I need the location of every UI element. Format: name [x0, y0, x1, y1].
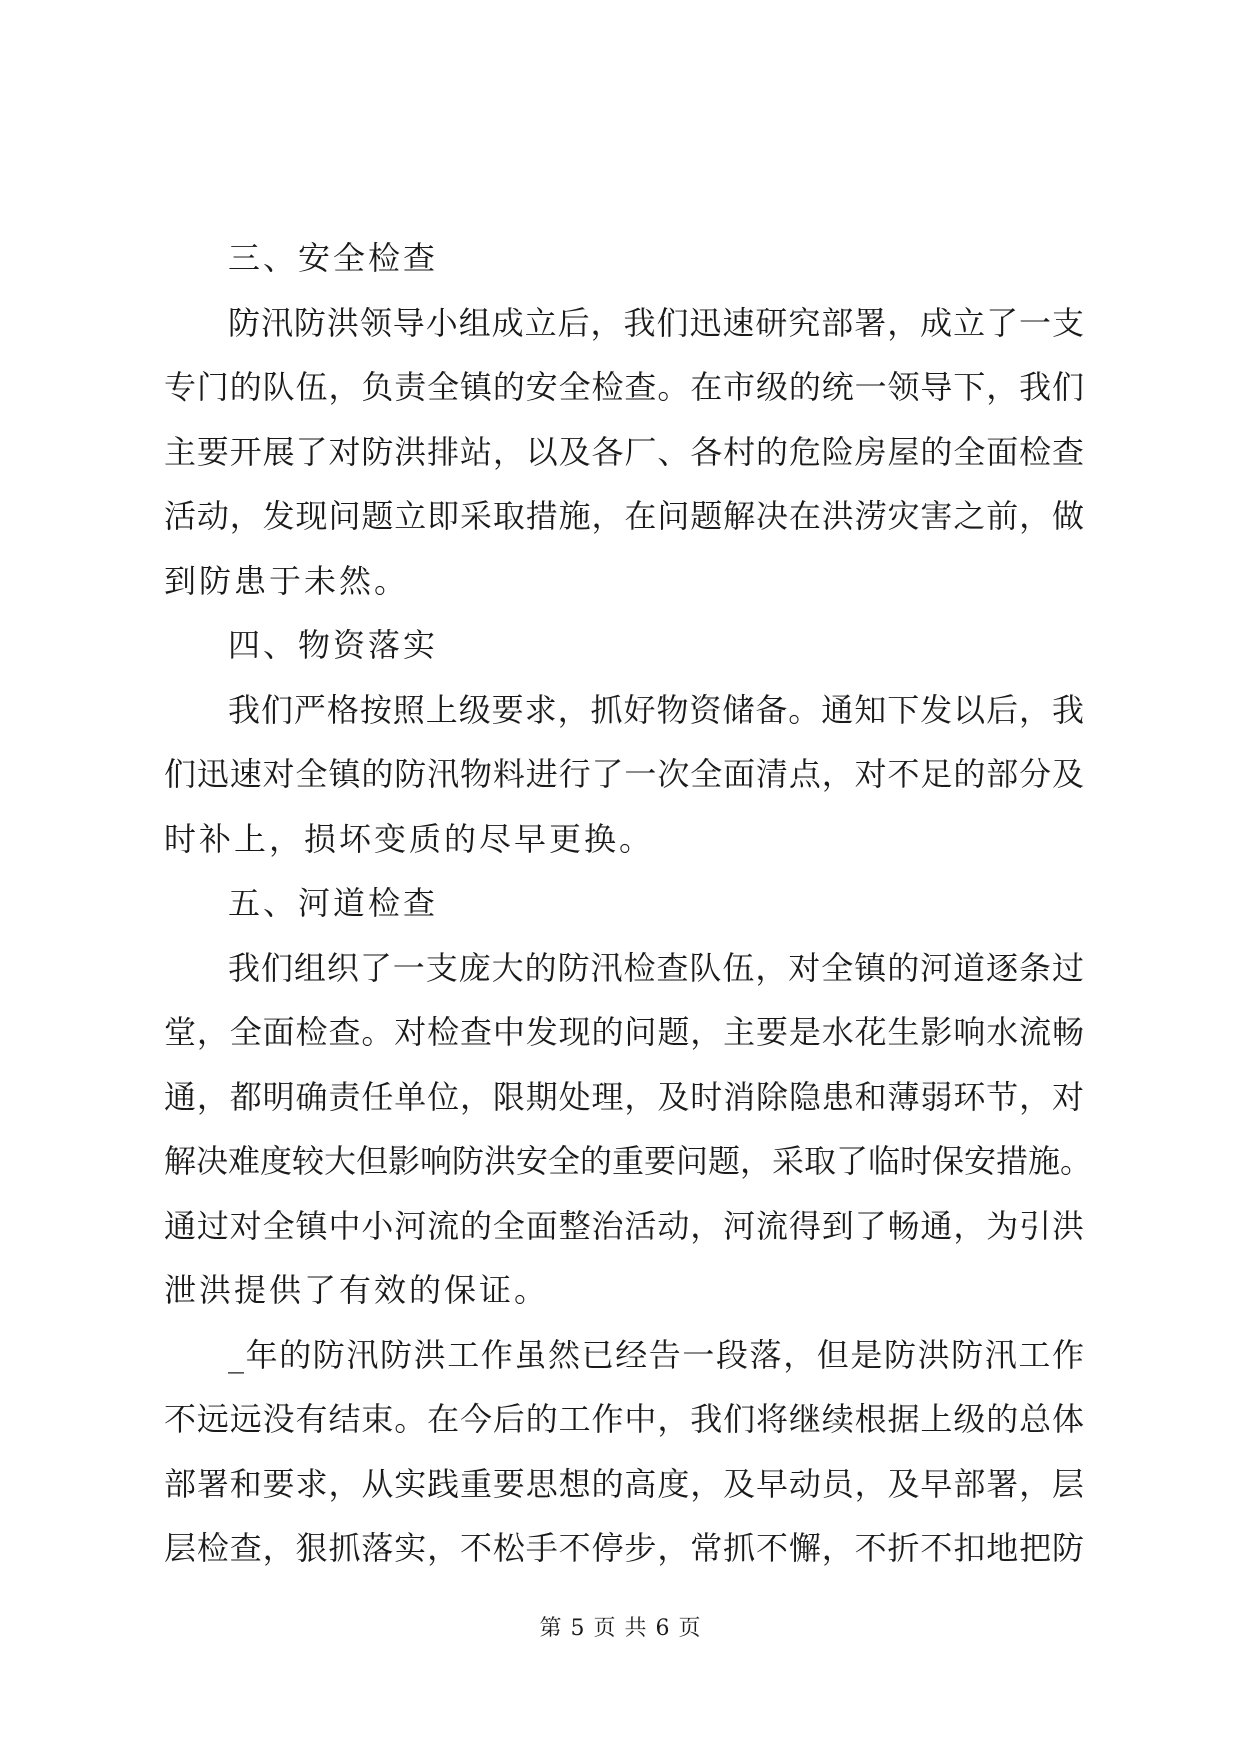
document-body	[164, 226, 1093, 1581]
text-line: 四、物资落实	[228, 626, 439, 664]
text-line: 泄洪提供了有效的保证。	[164, 1271, 550, 1309]
text-line: 主要开展了对防洪排站，以及各厂、各村的危险房屋的全面检查	[164, 432, 1084, 471]
text-line: 通过对全镇中小河流的全面整治活动，河流得到了畅通，为引洪	[164, 1206, 1084, 1245]
text-line: 五、河道检查	[228, 884, 439, 922]
text-line: 到防患于未然。	[164, 561, 410, 600]
text-line: 专门的队伍，负责全镇的安全检查。在市级的统一领导下，我们	[164, 368, 1084, 406]
text-line: 我们组织了一支庞大的防汛检查队伍，对全镇的河道逐条过	[228, 948, 1084, 987]
text-line: 时补上，损坏变质的尽早更换。	[164, 819, 655, 858]
text-line: 们迅速对全镇的防汛物料进行了一次全面清点，对不足的部分及	[164, 755, 1084, 793]
text-line: 层检查，狠抓落实，不松手不停步，常抓不懈，不折不扣地把防	[164, 1529, 1084, 1567]
text-line: 三、安全检查	[228, 239, 439, 277]
text-line: 我们严格按照上级要求，抓好物资储备。通知下发以后，我	[228, 690, 1084, 729]
text-line: 部署和要求，从实践重要思想的高度，及早动员，及早部署，层	[164, 1464, 1084, 1503]
text-line: 防汛防洪领导小组成立后，我们迅速研究部署，成立了一支	[228, 303, 1084, 342]
text-line: 堂，全面检查。对检查中发现的问题，主要是水花生影响水流畅	[164, 1013, 1084, 1051]
page-footer: 第 5 页 共 6 页	[539, 1616, 702, 1641]
text-line: 不远远没有结束。在今后的工作中，我们将继续根据上级的总体	[164, 1400, 1084, 1438]
text-line: 通，都明确责任单位，限期处理，及时消除隐患和薄弱环节，对	[164, 1077, 1084, 1116]
text-line: 活动，发现问题立即采取措施，在问题解决在洪涝灾害之前，做	[164, 497, 1084, 535]
text-line: 解决难度较大但影响防洪安全的重要问题，采取了临时保安措施。	[164, 1142, 1093, 1180]
text-line: _年的防汛防洪工作虽然已经告一段落，但是防洪防汛工作	[228, 1335, 1084, 1374]
